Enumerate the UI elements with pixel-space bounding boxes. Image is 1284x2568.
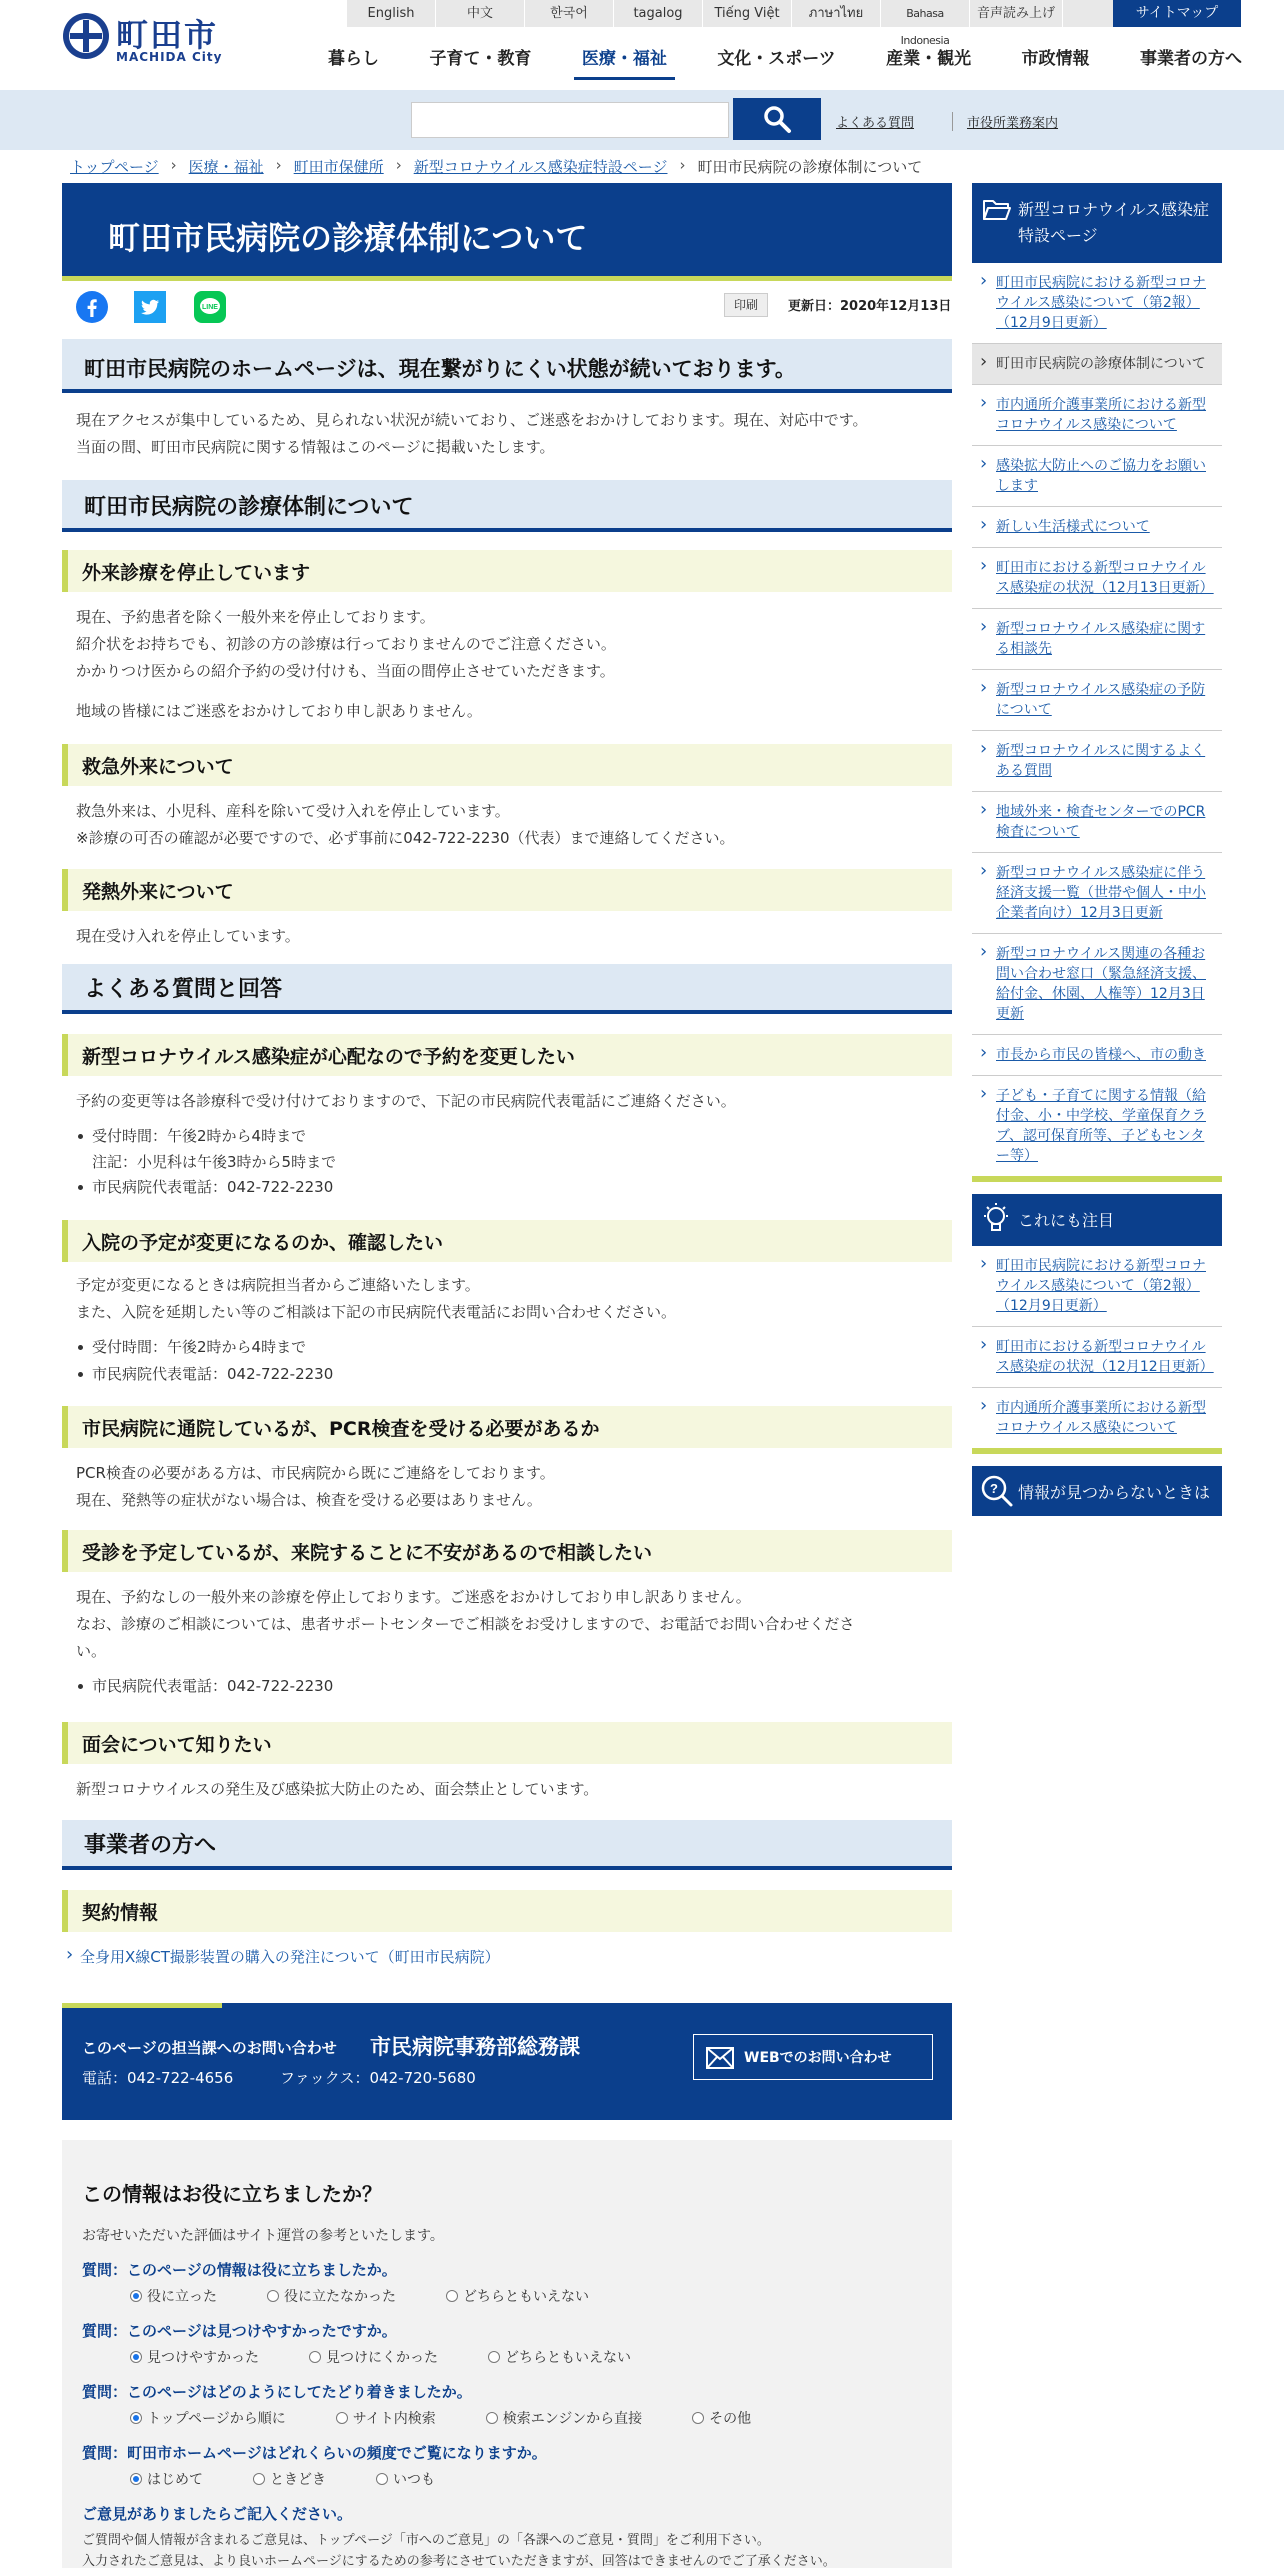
survey-options-3	[82, 2408, 932, 2428]
sidebar	[972, 183, 1222, 1516]
sidebar-item[interactable]: › 市長から市民の皆様へ、市の動き	[972, 1035, 1222, 1076]
svg-text:LINE: LINE	[202, 304, 218, 311]
radio-button[interactable]	[336, 2412, 348, 2424]
breadcrumb-separator: ›	[170, 156, 177, 174]
outpatient-line-2: 紹介状をお持ちでも、初診の方の診療は行っておりませんのでご注意ください。	[76, 635, 616, 653]
svg-text:?: ?	[990, 1481, 998, 1496]
outpatient-heading: 外来診療を停止しています	[62, 550, 952, 592]
survey-option[interactable]: 検索エンジンから直接	[486, 2408, 642, 2428]
logo-subtext: MACHIDA City	[116, 50, 223, 64]
survey-question-4: 質問：町田市ホームページはどれくらいの頻度でご覧になりますか。	[82, 2444, 547, 2462]
language-bar	[347, 0, 1241, 47]
radio-button[interactable]	[692, 2412, 704, 2424]
survey-option[interactable]: 役に立った	[130, 2286, 217, 2306]
breadcrumb-separator: ›	[275, 156, 282, 174]
survey-question-2: 質問：このページは見つけやすかったですか。	[82, 2322, 397, 2340]
web-inquiry-button[interactable]	[693, 2034, 933, 2080]
not-found-button[interactable]	[972, 1466, 1222, 1516]
nav-government[interactable]: 市政情報	[1021, 49, 1090, 69]
text-to-speech[interactable]: 音声読み上げ	[970, 0, 1063, 27]
breadcrumb-separator: ›	[395, 156, 402, 174]
radio-button[interactable]	[309, 2351, 321, 2363]
lang-korean[interactable]: 한국어	[525, 0, 614, 27]
survey-title: この情報はお役に立ちましたか？	[82, 2182, 382, 2206]
comment-heading: ご意見がありましたらご記入ください。	[82, 2505, 353, 2523]
sidebar-item[interactable]: › 市内通所介護事業所における新型コロナウイルス感染について	[972, 385, 1222, 446]
emergency-line-2: ※診療の可否の確認が必要ですので、必ず事前に042-722-2230（代表）まで連絡してください。	[76, 829, 735, 847]
survey-option[interactable]: 見つけにくかった	[309, 2347, 438, 2367]
attention-heading-label: これにも注目	[1018, 1211, 1115, 1230]
system-heading: 町田市民病院の診療体制について	[62, 480, 952, 532]
radio-button[interactable]	[486, 2412, 498, 2424]
survey-option[interactable]: いつも	[376, 2469, 435, 2489]
sidebar-item[interactable]: › 新しい生活様式について	[972, 507, 1222, 548]
search-bar	[0, 90, 1284, 150]
main-content	[62, 183, 952, 1967]
nav-culture[interactable]: 文化・スポーツ	[717, 49, 836, 69]
share-row	[62, 281, 952, 339]
survey-option[interactable]: サイト内検索	[336, 2408, 436, 2428]
breadcrumb-medical[interactable]: 医療・福祉	[188, 158, 264, 176]
emergency-line-1: 救急外来は、小児科、産科を除いて受け入れを停止しています。	[76, 802, 510, 820]
survey-question-3: 質問：このページはどのようにしてたどり着きましたか。	[82, 2383, 472, 2401]
survey-option[interactable]: 見つけやすかった	[130, 2347, 259, 2367]
comment-note-2: 入力されたご意見は、より良いホームページにするための参考にさせていただきますが、回答はできませんのでご了承ください。	[82, 2554, 836, 2568]
outpatient-apology: 地域の皆様にはご迷惑をおかけしており申し訳ありません。	[76, 702, 482, 720]
radio-button[interactable]	[253, 2473, 265, 2485]
fever-text: 現在受け入れを停止しています。	[76, 927, 300, 945]
sidebar-item[interactable]: › 町田市における新型コロナウイルス感染症の状況（12月13日更新）	[972, 548, 1222, 609]
faq2-line-2: また、入院を延期したい等のご相談は下記の市民病院代表電話にお問い合わせください。	[76, 1303, 677, 1321]
faq2-heading: 入院の予定が変更になるのか、確認したい	[62, 1220, 952, 1262]
breadcrumb-top[interactable]: トップページ	[70, 158, 159, 176]
twitter-icon[interactable]	[134, 291, 166, 323]
radio-button[interactable]	[376, 2473, 388, 2485]
search-input[interactable]	[411, 102, 729, 138]
folder-icon	[982, 197, 1012, 223]
survey-option[interactable]: どちらともいえない	[488, 2347, 631, 2367]
faq3-line-1: PCR検査の必要がある方は、市民病院から既にご連絡をしております。	[76, 1464, 555, 1482]
print-button[interactable]: 印刷	[724, 293, 768, 317]
site-logo[interactable]	[62, 10, 232, 66]
notice-text-1: 現在アクセスが集中しているため、見られない状況が続いており、ご迷惑をおかけしております。現在、対応中です。	[76, 411, 868, 429]
lang-tagalog[interactable]: tagalog	[614, 0, 703, 27]
sidebar-item[interactable]: › 新型コロナウイルス感染症に関する相談先	[972, 609, 1222, 670]
sidebar-item[interactable]: › 町田市民病院における新型コロナウイルス感染について（第2報）（12月9日更新）	[972, 263, 1222, 344]
attention-item[interactable]: › 町田市民病院における新型コロナウイルス感染について（第2報）（12月9日更新）	[972, 1246, 1222, 1327]
business-heading: 事業者の方へ	[62, 1820, 952, 1870]
contract-link[interactable]: 全身用X線CT撮影装置の購入の発注について（町田市民病院）	[80, 1948, 500, 1966]
sidebar-item[interactable]: › 新型コロナウイルス感染症の予防について	[972, 670, 1222, 731]
radio-button[interactable]	[130, 2412, 142, 2424]
lang-english[interactable]: English	[347, 0, 436, 27]
nav-living[interactable]: 暮らし	[328, 49, 379, 69]
outpatient-line-3: かかりつけ医からの紹介予約の受け付けも、当面の間停止させていただきます。	[76, 662, 615, 680]
contract-heading: 契約情報	[62, 1890, 952, 1932]
contact-fax: ファックス：042-720-5680	[280, 2069, 476, 2087]
lang-vietnamese[interactable]: Tiếng Việt	[703, 0, 792, 27]
faq5-heading: 面会について知りたい	[62, 1722, 952, 1764]
lang-chinese[interactable]: 中文	[436, 0, 525, 27]
faq1-text: 予約の変更等は各診療科で受け付けておりますので、下記の市民病院代表電話にご連絡ください。	[76, 1092, 736, 1110]
faq4-heading: 受診を予定しているが、来院することに不安があるので相談したい	[62, 1530, 952, 1572]
lightbulb-icon	[982, 1202, 1010, 1238]
search-button[interactable]	[733, 98, 821, 140]
sidebar-item[interactable]: › 感染拡大防止へのご協力をお願いします	[972, 446, 1222, 507]
global-nav	[320, 44, 1250, 80]
search-question-icon	[980, 1474, 1014, 1508]
notice-text-2: 当面の間、町田市民病院に関する情報はこのページに掲載いたします。	[76, 438, 555, 456]
nav-medical[interactable]: 医療・福祉	[574, 44, 675, 80]
fever-heading: 発熱外来について	[62, 869, 952, 911]
sidebar-item[interactable]: › 新型コロナウイルス関連の各種お問い合わせ窓口（緊急経済支援、給付金、休園、人権等）12月3日更新	[972, 934, 1222, 1035]
sidebar-heading[interactable]	[972, 183, 1222, 263]
outpatient-line-1: 現在、予約患者を除く一般外来を停止しております。	[76, 608, 435, 626]
survey-option[interactable]: どちらともいえない	[446, 2286, 589, 2306]
not-found-label: 情報が見つからないときは	[1018, 1483, 1211, 1502]
contact-phone: 電話：042-722-4656	[82, 2069, 234, 2087]
faq4-line-1: 現在、予約なしの一般外来の診療を停止しております。ご迷惑をおかけしており申し訳ありません。	[76, 1588, 751, 1606]
notice-heading: 町田市民病院のホームページは、現在繋がりにくい状態が続いております。	[62, 339, 952, 393]
faq1-list-item-1: 受付時間：午後2時から4時まで	[62, 1123, 952, 1150]
radio-button[interactable]	[446, 2290, 458, 2302]
nav-business[interactable]: 事業者の方へ	[1139, 49, 1242, 69]
survey-option[interactable]: はじめて	[130, 2469, 203, 2489]
radio-button[interactable]	[488, 2351, 500, 2363]
nav-childcare[interactable]: 子育て・教育	[429, 49, 532, 69]
service-guide-link[interactable]: 市役所業務案内	[952, 112, 1058, 131]
breadcrumb-current: 町田市民病院の診療体制について	[697, 158, 923, 176]
survey-option[interactable]: 役に立たなかった	[267, 2286, 396, 2306]
logo-text: 町田市	[116, 16, 219, 54]
sidebar-divider	[972, 1448, 1222, 1454]
attention-item[interactable]: › 町田市における新型コロナウイルス感染症の状況（12月12日更新）	[972, 1327, 1222, 1388]
faq1-note: 注記：小児科は午後3時から5時まで	[92, 1153, 337, 1171]
nav-industry[interactable]: 産業・観光	[886, 49, 972, 69]
lang-thai[interactable]: ภาษาไทย	[792, 0, 881, 27]
faq4-line-2: なお、診療のご相談については、患者サポートセンターでご相談をお受けしますので、お電話でお問い合わせくださ	[76, 1615, 855, 1633]
web-inquiry-label: WEBでのお問い合わせ	[744, 2050, 892, 2066]
contact-department: 市民病院事務部総務課	[370, 2035, 580, 2059]
contact-label: このページの担当課へのお問い合わせ	[82, 2039, 337, 2057]
update-date: 更新日：2020年12月13日	[788, 299, 952, 314]
attention-heading	[972, 1194, 1222, 1246]
sitemap-button[interactable]: サイトマップ	[1113, 0, 1241, 27]
sidebar-item[interactable]: › 新型コロナウイルス感染症に伴う経済支援一覧（世帯や個人・中小企業者向け）12月3日更新	[972, 853, 1222, 934]
breadcrumb-covid-page[interactable]: 新型コロナウイルス感染症特設ページ	[413, 158, 668, 176]
faq2-line-1: 予定が変更になるときは病院担当者からご連絡いたします。	[76, 1276, 480, 1294]
faq4-list-item-1: 市民病院代表電話：042-722-2230	[62, 1673, 952, 1700]
survey-note: お寄せいただいた評価はサイト運営の参考といたします。	[82, 2228, 444, 2244]
survey-option[interactable]: トップページから順に	[130, 2408, 286, 2428]
sidebar-heading-label: 新型コロナウイルス感染症特設ページ	[1018, 200, 1210, 245]
sidebar-divider	[972, 1176, 1222, 1182]
sidebar-item-current: › 町田市民病院の診療体制について	[972, 344, 1222, 385]
feedback-survey	[62, 2140, 952, 2568]
survey-options-4	[82, 2469, 932, 2489]
faq-link[interactable]: よくある質問	[836, 116, 915, 131]
search-icon	[762, 104, 792, 134]
faq3-heading: 市民病院に通院しているが、PCR検査を受ける必要があるか	[62, 1406, 952, 1448]
faq5-text: 新型コロナウイルスの発生及び感染拡大防止のため、面会禁止としています。	[76, 1780, 599, 1798]
contact-box	[62, 2003, 952, 2120]
survey-options-2	[82, 2347, 932, 2367]
radio-button[interactable]	[130, 2351, 142, 2363]
line-icon[interactable]	[194, 291, 226, 323]
faq-heading: よくある質問と回答	[62, 964, 952, 1014]
faq2-list-item-2: 市民病院代表電話：042-722-2230	[62, 1361, 952, 1388]
site-header	[0, 0, 1284, 90]
sidebar-item[interactable]: › 地域外来・検査センターでのPCR検査について	[972, 792, 1222, 853]
faq4-line-3: い。	[76, 1642, 107, 1660]
faq3-line-2: 現在、発熱等の症状がない場合は、検査を受ける必要はありません。	[76, 1491, 542, 1509]
breadcrumb	[70, 156, 922, 180]
survey-options-1	[82, 2286, 932, 2306]
contract-link-row	[62, 1946, 952, 1967]
contact-accent-bar	[62, 2003, 222, 2008]
comment-note-1: ご質問や個人情報が含まれるご意見は、トップページ「市へのご意見」の「各課へのご意見・質問」をご利用下さい。	[82, 2533, 770, 2548]
radio-button[interactable]	[130, 2473, 142, 2485]
radio-button[interactable]	[267, 2290, 279, 2302]
breadcrumb-separator: ›	[679, 156, 686, 174]
faq1-list-item-2: 市民病院代表電話：042-722-2230	[62, 1174, 952, 1201]
sidebar-item[interactable]: › 新型コロナウイルスに関するよくある質問	[972, 731, 1222, 792]
radio-button[interactable]	[130, 2290, 142, 2302]
survey-option[interactable]: ときどき	[253, 2469, 326, 2489]
survey-option[interactable]: その他	[692, 2408, 751, 2428]
lang-indonesian[interactable]: Bahasa Indonesia	[881, 0, 970, 27]
city-emblem-icon	[62, 12, 110, 60]
facebook-icon[interactable]	[76, 291, 108, 323]
breadcrumb-health-center[interactable]: 町田市保健所	[293, 158, 384, 176]
faq2-list-item-1: 受付時間：午後2時から4時まで	[62, 1334, 952, 1361]
sidebar-item[interactable]: › 子ども・子育てに関する情報（給付金、小・中学校、学童保育クラブ、認可保育所等、子どもセンター等）	[972, 1076, 1222, 1176]
page-title: 町田市民病院の診療体制について	[62, 183, 952, 281]
faq1-heading: 新型コロナウイルス感染症が心配なので予約を変更したい	[62, 1034, 952, 1076]
attention-item[interactable]: › 市内通所介護事業所における新型コロナウイルス感染について	[972, 1388, 1222, 1448]
mail-icon	[706, 2047, 734, 2069]
emergency-heading: 救急外来について	[62, 744, 952, 786]
survey-question-1: 質問：このページの情報は役に立ちましたか。	[82, 2261, 397, 2279]
